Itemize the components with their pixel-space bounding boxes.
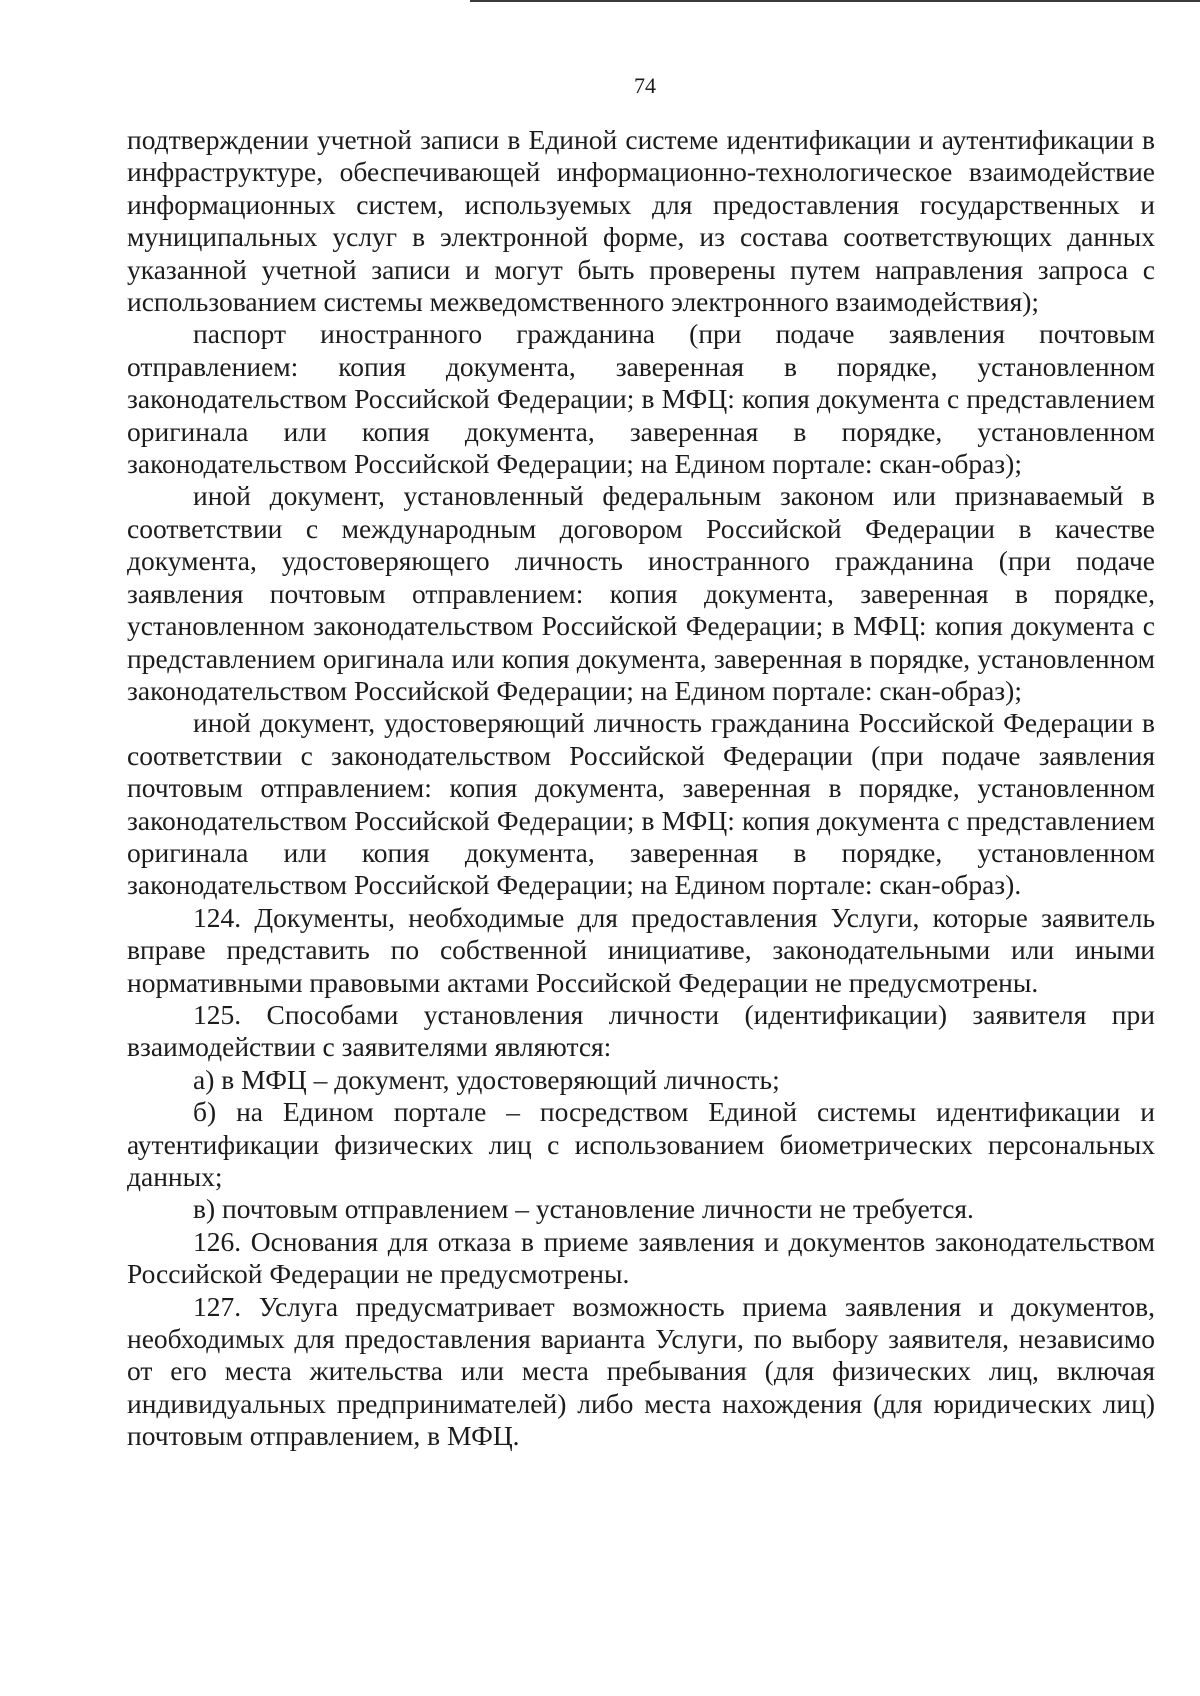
- list-item-v: в) почтовым отправлением – установление личности не требуется.: [193, 1193, 974, 1225]
- paragraph-continuation: подтверждении учетной записи в Единой системе идентификации и аутентификации в инфраструктуре, обеспечивающей информационно-технологическое взаимодействие информационных систем, используемых для предоставления государственных и муниципальных услуг в электронной форме, из состава соответствующих данных указанной учетной записи и могут быть проверены путем направления запроса с использованием системы межведомственного электронного взаимодействия);: [127, 124, 1155, 318]
- page-number: 74: [634, 73, 656, 98]
- paragraph-125: 125. Способами установления личности (идентификации) заявителя при взаимодействии с заявителями являются:: [127, 998, 1155, 1063]
- list-item-b: б) на Едином портале – посредством Единой системы идентификации и аутентификации физических лиц с использованием биометрических персональных данных;: [127, 1096, 1155, 1192]
- paragraph-other-citizen-document: иной документ, удостоверяющий личность гражданина Российской Федерации в соответствии с законодательством Российской Федерации (при подаче заявления почтовым отправлением: копия документа, заверенная в порядке, установленном законодательством Российской Федерации; в МФЦ: копия документа с представлением оригинала или копия документа, заверенная в порядке, установленном законодательством Российской Федерации; на Едином портале: скан-образ).: [127, 707, 1155, 901]
- paragraph-other-foreign-document: иной документ, установленный федеральным законом или признаваемый в соответствии с международным договором Российской Федерации в качестве документа, удостоверяющего личность иностранного гражданина (при подаче заявления почтовым отправлением: копия документа, заверенная в порядке, установленном законодательством Российской Федерации; в МФЦ: копия документа с представлением оригинала или копия документа, заверенная в порядке, установленном законодательством Российской Федерации; на Едином портале: скан-образ);: [127, 480, 1155, 706]
- paragraph-126: 126. Основания для отказа в приеме заявления и документов законодательством Российской Федерации не предусмотрены.: [127, 1225, 1155, 1290]
- paragraph-foreign-passport: паспорт иностранного гражданина (при подаче заявления почтовым отправлением: копия документа, заверенная в порядке, установленном законодательством Российской Федерации; в МФЦ: копия документа с представлением оригинала или копия документа, заверенная в порядке, установленном законодательством Российской Федерации; на Едином портале: скан-образ);: [127, 318, 1155, 480]
- paragraph-124: 124. Документы, необходимые для предоставления Услуги, которые заявитель вправе представить по собственной инициативе, законодательными или иными нормативными правовыми актами Российской Федерации не предусмотрены.: [127, 901, 1155, 998]
- list-item-a: а) в МФЦ – документ, удостоверяющий личность;: [193, 1063, 780, 1095]
- document-body: [127, 124, 1155, 1453]
- scan-edge-line: [470, 0, 1200, 2]
- paragraph-127: 127. Услуга предусматривает возможность приема заявления и документов, необходимых для предоставления варианта Услуги, по выбору заявителя, независимо от его места жительства или места пребывания (для физических лиц, включая индивидуальных предпринимателей) либо места нахождения (для юридических лиц) почтовым отправлением, в МФЦ.: [127, 1290, 1155, 1452]
